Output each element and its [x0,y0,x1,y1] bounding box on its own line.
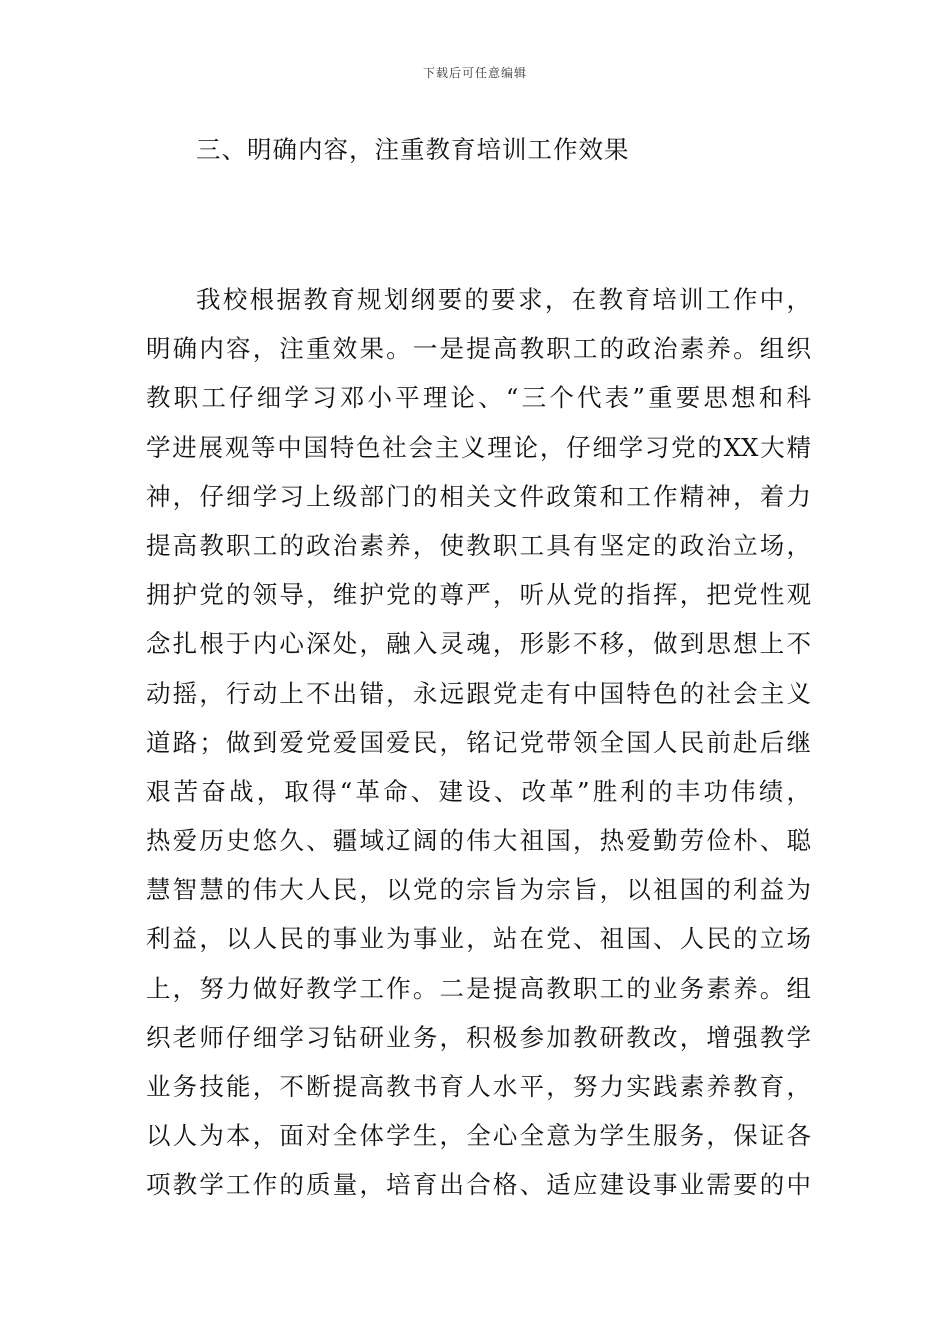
body-line: 学进展观等中国特色社会主义理论，仔细学习党的XX大精 [146,432,811,462]
section-heading: 三、明确内容，注重教育培训工作效果 [196,135,630,164]
body-line: 提高教职工的政治素养，使教职工具有坚定的政治立场， [146,530,811,560]
body-line: 道路；做到爱党爱国爱民，铭记党带领全国人民前赴后继 [146,727,811,757]
body-line: 念扎根于内心深处，融入灵魂，形影不移，做到思想上不 [146,629,811,659]
body-line: 艰苦奋战，取得“革命、建设、改革”胜利的丰功伟绩， [146,776,811,806]
body-line: 拥护党的领导，维护党的尊严，听从党的指挥，把党性观 [146,580,811,610]
page-header-note: 下载后可任意编辑 [422,66,527,80]
body-line: 慧智慧的伟大人民，以党的宗旨为宗旨，以祖国的利益为 [146,875,811,905]
body-line: 上，努力做好教学工作。二是提高教职工的业务素养。组 [146,973,811,1003]
body-line: 织老师仔细学习钻研业务，积极参加教研教改，增强教学 [146,1022,811,1052]
body-line: 神，仔细学习上级部门的相关文件政策和工作精神，着力 [146,481,811,511]
body-line: 以人为本，面对全体学生，全心全意为学生服务，保证各 [146,1121,811,1151]
body-line: 明确内容，注重效果。一是提高教职工的政治素养。组织 [146,334,811,364]
body-line: 业务技能，不断提高教书育人水平，努力实践素养教育， [146,1072,811,1101]
body-line: 利益，以人民的事业为事业，站在党、祖国、人民的立场 [146,924,811,954]
body-line: 动摇，行动上不出错，永远跟党走有中国特色的社会主义 [146,678,811,708]
body-line: 项教学工作的质量，培育出合格、适应建设事业需要的中 [146,1170,811,1200]
body-paragraph [146,275,811,1210]
body-line: 我校根据教育规划纲要的要求，在教育培训工作中， [196,285,811,314]
body-line: 热爱历史悠久、疆域辽阔的伟大祖国，热爱勤劳俭朴、聪 [146,826,811,856]
body-line: 教职工仔细学习邓小平理论、“三个代表”重要思想和科 [146,383,811,413]
